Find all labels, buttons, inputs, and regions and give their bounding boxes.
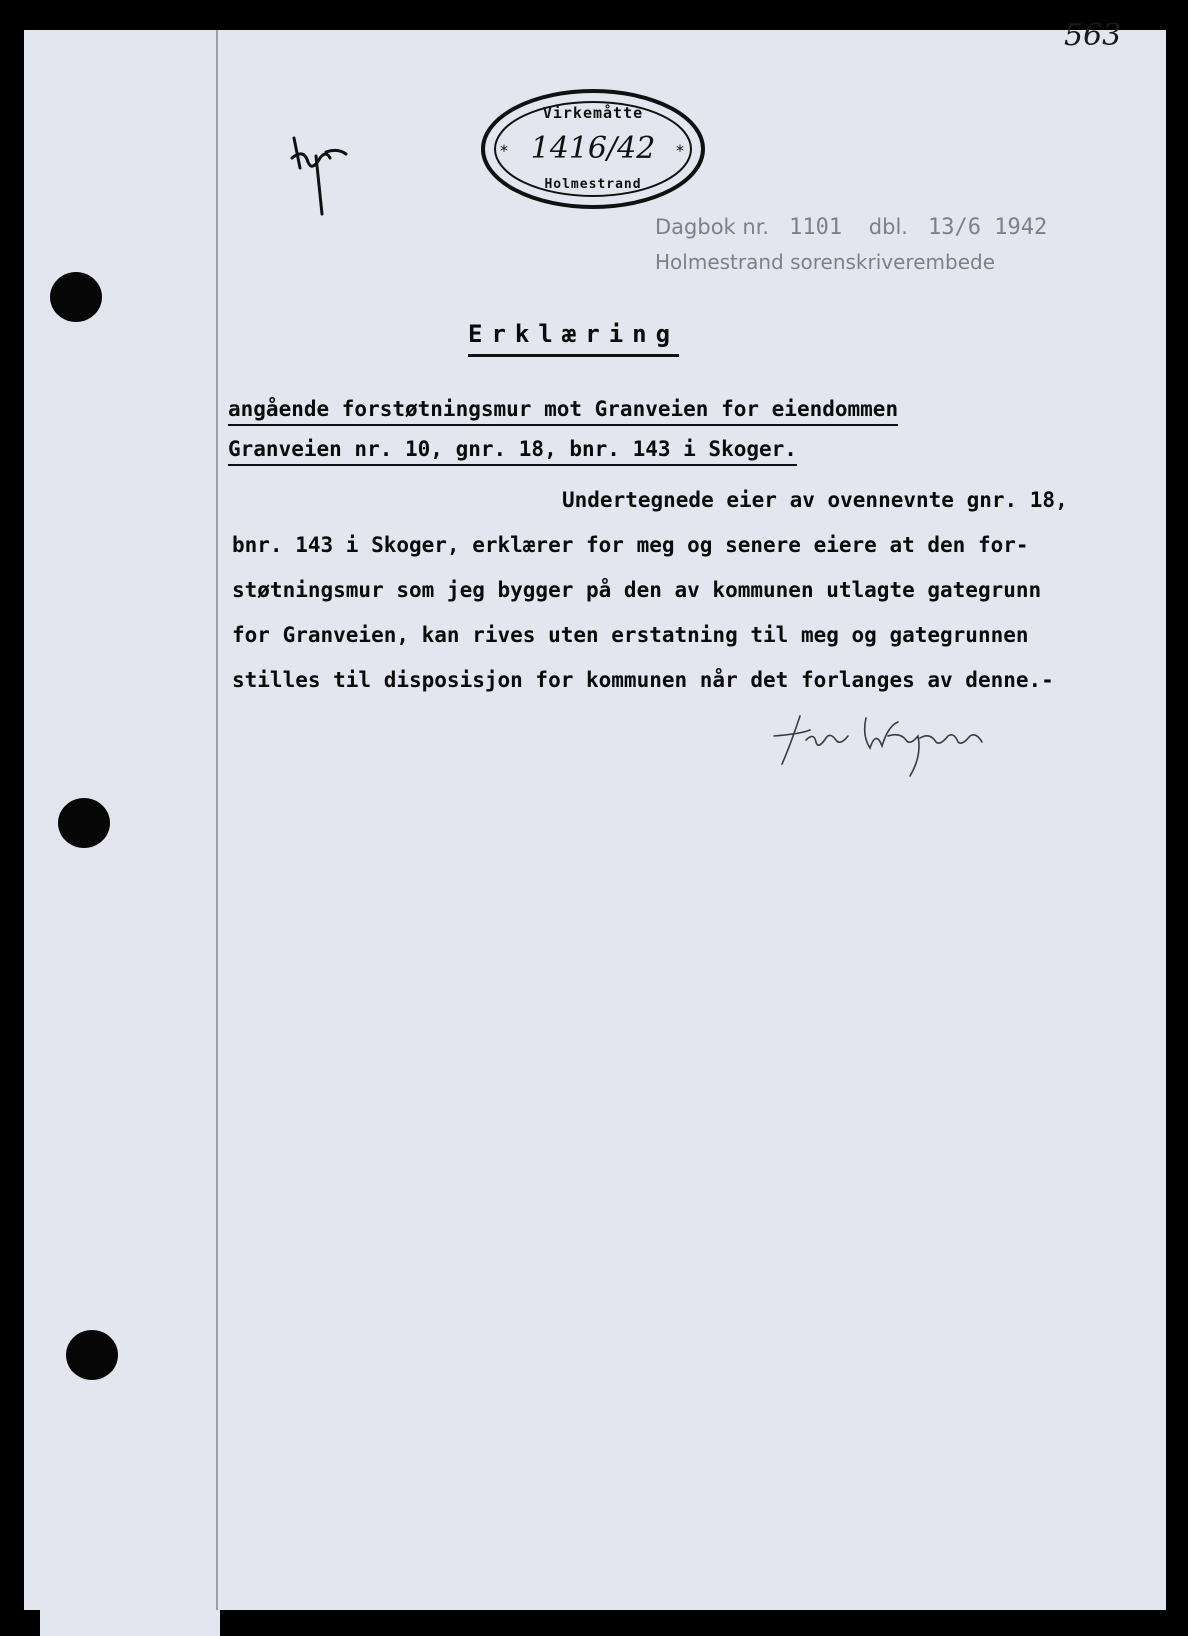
page-number: 563: [1064, 18, 1122, 53]
subject-line: angående forstøtningsmur mot Granveien for eiendommen: [228, 394, 898, 426]
document-subject: [228, 394, 898, 474]
stamp-handwritten-number: 1416/42: [530, 131, 656, 166]
sheet-tab: [40, 1610, 220, 1636]
punch-hole: [50, 272, 102, 322]
official-stamp: [478, 84, 708, 214]
stamp-top-text: Virkemåtte: [542, 104, 644, 122]
punch-hole: [58, 798, 110, 848]
signature: [770, 706, 1040, 786]
diary-date: 13/6 1942: [928, 215, 1048, 240]
margin-line: [216, 30, 218, 1610]
diary-line: [655, 215, 1047, 240]
diary-number: 1101: [789, 215, 843, 240]
svg-text:*: *: [500, 141, 508, 160]
punch-hole: [66, 1330, 118, 1380]
stamp-bottom-text: Holmestrand: [544, 177, 642, 192]
svg-text:*: *: [676, 141, 684, 160]
body-line: for Granveien, kan rives uten erstatning til meg og gategrunnen: [232, 623, 1029, 647]
court-office: Holmestrand sorenskriverembede: [655, 250, 995, 274]
body-line: stilles til disposisjon for kommunen når det forlanges av denne.-: [232, 668, 1054, 692]
document-title: Erklæring: [468, 320, 679, 357]
body-line: Undertegnede eier av ovennevnte gnr. 18,: [562, 488, 1068, 512]
diary-label: Dagbok nr.: [655, 215, 770, 239]
body-line: bnr. 143 i Skoger, erklærer for meg og senere eiere at den for-: [232, 533, 1029, 557]
signature-icon: [770, 706, 1040, 786]
declaration-body: [232, 478, 1127, 703]
subject-line: Granveien nr. 10, gnr. 18, bnr. 143 i Skoger.: [228, 434, 797, 466]
body-line: støtningsmur som jeg bygger på den av kommunen utlagte gategrunn: [232, 578, 1042, 602]
handwritten-initials-icon: [286, 128, 356, 218]
diary-date-label: dbl.: [868, 215, 908, 239]
